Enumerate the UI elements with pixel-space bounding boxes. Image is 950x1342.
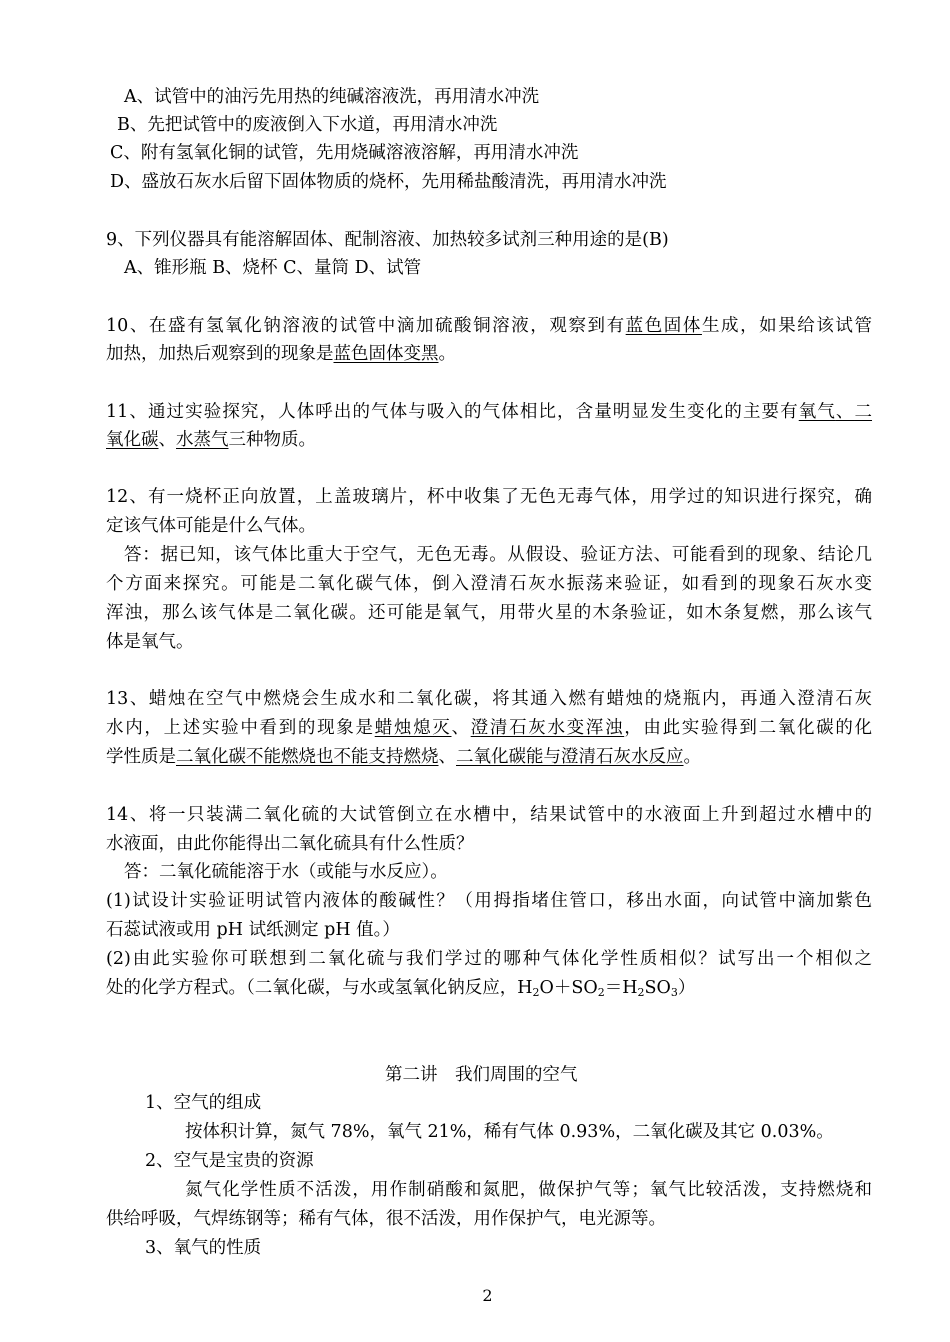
eq-part: H [517, 978, 533, 998]
chemical-equation [517, 978, 678, 998]
q13-answer-3: 二氧化碳不能燃烧也不能支持燃烧 [176, 747, 439, 767]
section-1-heading: 1、空气的组成 [145, 1093, 262, 1113]
q14-answer: 答：二氧化硫能溶于水（或能与水反应）。 [124, 862, 448, 882]
q13-text: 学性质是 [106, 747, 176, 767]
q14-text: ） [677, 978, 696, 998]
q8-option-c: C、附有氢氧化铜的试管，先用烧碱溶液溶解，再用清水冲洗 [110, 143, 579, 163]
q12-answer-line4: 体是氧气。 [106, 632, 194, 652]
q10-text: 加热，加热后观察到的现象是 [106, 344, 334, 364]
eq-subscript: 2 [532, 986, 540, 999]
q13-text: 。 [683, 747, 701, 767]
q13-answer-1: 蜡烛熄灭 [374, 718, 452, 738]
q14-line1: 14、将一只装满二氧化硫的大试管倒立在水槽中，结果试管中的水液面上升到超过水槽中的 [106, 805, 872, 825]
q13-line3 [106, 746, 701, 768]
q13-line2 [106, 717, 872, 739]
q10-answer-1: 蓝色固体 [625, 316, 702, 336]
section-2-line2: 供给呼吸，气焊练钢等；稀有气体，很不活泼，用作保护气，电光源等。 [106, 1209, 666, 1229]
q13-answer-2: 澄清石灰水变浑浊 [470, 718, 625, 738]
q11-answer-2: 二 [854, 402, 873, 422]
eq-subscript: 2 [597, 986, 605, 999]
q14-sub1-line2: 石蕊试液或用 pH 试纸测定 pH 值。） [106, 920, 400, 940]
q10-text: 10、在盛有氢氧化钠溶液的试管中滴加硫酸铜溶液，观察到有 [106, 316, 626, 336]
page-number: 2 [482, 1286, 493, 1305]
section-2-line1: 氮气化学性质不活泼，用作制硝酸和氮肥，做保护气等；氧气比较活泼，支持燃烧和 [185, 1180, 872, 1200]
q14-sub1-line1: (1)试设计实验证明试管内液体的酸碱性？（用拇指堵住管口，移出水面，向试管中滴加紫色 [106, 891, 872, 911]
q11-text: 11、通过实验探究，人体呼出的气体与吸入的气体相比，含量明显发生变化的主要有 [106, 402, 799, 422]
q12-line2: 定该气体可能是什么气体。 [106, 516, 316, 536]
lecture-title: 第二讲 我们周围的空气 [385, 1065, 578, 1085]
q14-sub2-line2 [106, 977, 695, 999]
q11-answer-2: 氧化碳 [106, 430, 159, 450]
q10-text: 生成，如果给该试管 [701, 316, 872, 336]
q11-line1 [106, 401, 872, 423]
q12-answer-line1: 答：据已知，该气体比重大于空气，无色无毒。从假设、验证方法、可能看到的现象、结论几 [124, 545, 872, 565]
q11-text: 三种物质。 [228, 430, 316, 450]
q13-separator: 、 [438, 747, 456, 767]
q9-question: 9、下列仪器具有能溶解固体、配制溶液、加热较多试剂三种用途的是(B) [106, 230, 669, 250]
eq-part: ＝H [604, 978, 638, 998]
q13-text: 水内，上述实验中看到的现象是 [106, 718, 375, 738]
q12-answer-line2: 个方面来探究。可能是二氧化碳气体，倒入澄清石灰水振荡来验证，如看到的现象石灰水变 [106, 574, 872, 594]
q8-option-b: B、先把试管中的废液倒入下水道，再用清水冲洗 [117, 115, 498, 135]
q14-line2: 水液面，由此你能得出二氧化硫具有什么性质？ [106, 834, 474, 854]
q11-answer-3: 水蒸气 [176, 430, 229, 450]
eq-subscript: 2 [637, 986, 645, 999]
section-3-heading: 3、氧气的性质 [145, 1238, 262, 1258]
q12-line1: 12、有一烧杯正向放置，上盖玻璃片，杯中收集了无色无毒气体，用学过的知识进行探究，确 [106, 487, 872, 507]
section-2-heading: 2、空气是宝贵的资源 [145, 1151, 314, 1171]
q11-line2 [106, 429, 316, 451]
eq-subscript: 3 [670, 986, 678, 999]
eq-part: O＋SO [539, 978, 598, 998]
q10-line2 [106, 343, 456, 365]
q10-text: 。 [438, 344, 456, 364]
section-1-text: 按体积计算，氮气 78%，氧气 21%，稀有气体 0.93%，二氧化碳及其它 0.03%。 [185, 1122, 834, 1142]
eq-part: SO [644, 978, 671, 998]
q13-line1: 13、蜡烛在空气中燃烧会生成水和二氧化碳，将其通入燃有蜡烛的烧瓶内，再通入澄清石灰 [106, 689, 872, 709]
q13-text: ，由此实验得到二氧化碳的化 [624, 718, 873, 738]
q14-text: 处的化学方程式。（二氧化碳，与水或氢氧化钠反应， [106, 978, 518, 998]
q12-answer-line3: 浑浊，那么该气体是二氧化碳。还可能是氧气，用带火星的木条验证，如木条复燃，那么该气 [106, 603, 872, 623]
q10-answer-2: 蓝色固体变黑 [333, 344, 439, 364]
q13-answer-4: 二氧化碳能与澄清石灰水反应 [456, 747, 684, 767]
q8-option-a: A、试管中的油污先用热的纯碱溶液洗，再用清水冲洗 [124, 87, 540, 107]
q11-separator: 、 [835, 402, 855, 422]
q14-sub2-line1: (2)由此实验你可联想到二氧化硫与我们学过的哪种气体化学性质相似？试写出一个相似之 [106, 949, 872, 969]
q8-option-d: D、盛放石灰水后留下固体物质的烧杯，先用稀盐酸清洗，再用清水冲洗 [110, 172, 667, 192]
q9-options: A、锥形瓶 B、烧杯 C、量筒 D、试管 [124, 258, 422, 278]
q13-separator: 、 [451, 718, 471, 738]
q11-separator: 、 [158, 430, 176, 450]
q11-answer-1: 氧气 [798, 402, 836, 422]
q10-line1 [106, 315, 872, 337]
